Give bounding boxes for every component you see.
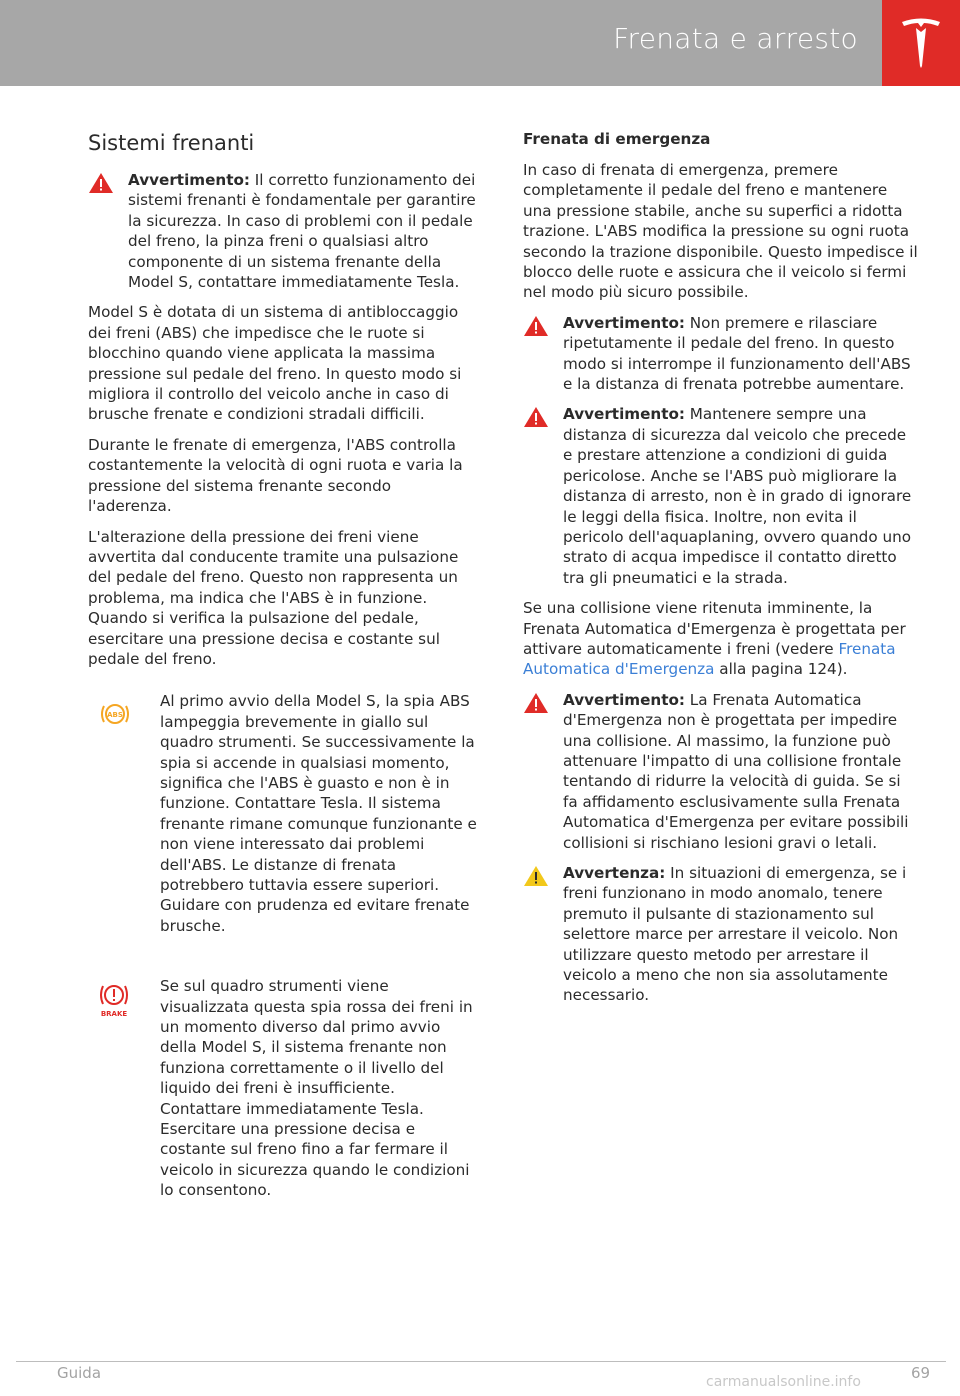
paragraph (523, 598, 919, 680)
left-column (88, 128, 478, 1201)
watermark: carmanualsonline.info (706, 1374, 861, 1390)
warning-triangle-icon (523, 406, 549, 428)
warning-label: Avvertimento: (128, 171, 250, 189)
warning-note (523, 690, 919, 853)
warning-text: Non premere e rilasciare ripetutamente il pedale del freno. In questo modo si interrompe il funzionamento dell'ABS e la distanza di frenata potrebbe aumentare. (563, 313, 911, 394)
caution-triangle-icon (523, 865, 549, 887)
warning-note (523, 313, 919, 395)
abs-warning-light-icon (100, 699, 130, 729)
abs-lamp-block (88, 691, 478, 936)
paragraph: Durante le frenate di emergenza, l'ABS controlla costantemente la velocità di ogni ruota e varia la pressione del sistema frenante secondo l'aderenza. (88, 435, 463, 516)
warning-text: Il corretto funzionamento dei sistemi frenanti è fondamentale per garantire la sicurezza. In caso di problemi con il pedale del freno, la pinza freni o qualsiasi altro componente di un sistema frenante della Model S, contattare immediatamente Tesla. (128, 171, 476, 292)
warning-label: Avvertimento: (563, 313, 685, 332)
paragraph-text: alla pagina 124). (714, 660, 848, 679)
paragraph: In caso di frenata di emergenza, premere completamente il pedale del freno e mantenere una pressione stabile, anche su superfici a ridotta trazione. L'ABS modifica la pressione su ogni ruota secondo la trazione disponibile. Questo impedisce il blocco delle ruote e assicura che il veicolo si fermi nel modo più sicuro possibile. (523, 161, 918, 302)
section-title: Sistemi frenanti (88, 131, 255, 155)
abs-icon-label: ABS (107, 711, 123, 720)
warning-label: Avvertimento: (563, 405, 685, 424)
caution-text: In situazioni di emergenza, se i freni funzionano in modo anomalo, tenere premuto il pulsante di stazionamento sul selettore marce per arrestare il veicolo. Non utilizzare questo metodo per arrestare il veicolo a meno che non sia assolutamente necessario. (563, 864, 907, 1005)
cross-reference-link[interactable]: Frenata Automatica d'Emergenza (523, 639, 896, 679)
footer-divider (16, 1361, 946, 1362)
page-number: 69 (911, 1364, 931, 1382)
page-header (0, 0, 882, 86)
brake-icon-label: BRAKE (100, 1010, 128, 1019)
tesla-logo (882, 0, 960, 86)
warning-triangle-icon (523, 692, 549, 714)
warning-triangle-icon (523, 315, 549, 337)
warning-label: Avvertimento: (563, 690, 685, 709)
warning-text: Mantenere sempre una distanza di sicurezza dal veicolo che precede e prestare attenzione a condizioni di guida pericolose. Anche se l'ABS può migliorare la distanza di arresto, non è in grado di ignorare le leggi della fisica. Inoltre, non evita il pericolo dell'aquaplaning, ovvero quando uno strato di acqua impedisce il contatto diretto tra gli pneumatici e la strada. (563, 405, 912, 587)
warning-note (523, 404, 919, 588)
abs-lamp-text: Al primo avvio della Model S, la spia ABS lampeggia brevemente in giallo sul quadro strumenti. Se successivamente la spia si accende in qualsiasi momento, significa che l'ABS è guasto e non è in funzione. Contattare Tesla. Il sistema frenante rimane comunque funzionante e non viene interessato dai problemi dell'ABS. Le distanze di frenata potrebbero tuttavia essere superiori. Guidare con prudenza ed evitare frenate brusche. (160, 692, 477, 935)
paragraph: L'alterazione della pressione dei freni viene avvertita dal conducente tramite una pulsazione del pedale del freno. Questo non rappresenta un problema, ma indica che l'ABS è in funzione. Quando si verifica la pulsazione del pedale, esercitare una pressione decisa e costante sul pedale del freno. (88, 527, 459, 668)
chapter-title: Frenata e arresto (613, 22, 858, 55)
warning-note (88, 170, 478, 292)
tesla-logo-icon (900, 16, 942, 70)
footer-section: Guida (57, 1364, 102, 1382)
brake-lamp-block (88, 976, 478, 1200)
brake-lamp-text: Se sul quadro strumenti viene visualizzata questa spia rossa dei freni in un momento diverso dal primo avvio della Model S, il sistema frenante non funziona correttamente o il livello del liquido dei freni è insufficiente. Contattare immediatamente Tesla. Esercitare una pressione decisa e costante sul freno fino a far fermare il veicolo in sicurezza quando le condizioni lo consentono. (160, 977, 473, 1200)
caution-note (523, 863, 919, 1006)
right-column (523, 128, 919, 1016)
paragraph-text: Se una collisione viene ritenuta imminente, la Frenata Automatica d'Emergenza è progettata per attivare automaticamente i freni (vedere (523, 599, 906, 658)
caution-label: Avvertenza: (563, 864, 666, 882)
paragraph: Model S è dotata di un sistema di antibloccaggio dei freni (ABS) che impedisce che le ruote si blocchino quando viene applicata la massima pressione sul pedale del freno. In questo modo si migliora il controllo del veicolo anche in caso di brusche frenate e condizioni stradali difficili. (88, 303, 462, 424)
brake-warning-light-icon (94, 980, 134, 1020)
warning-text: La Frenata Automatica d'Emergenza non è progettata per impedire una collisione. Al massimo, la funzione può attenuare l'impatto di una collisione frontale tentando di ridurre la velocità di guida. Se si fa affidamento esclusivamente sulla Frenata Automatica d'Emergenza per evitare possibili collisioni si rischiano lesioni gravi o letali. (563, 690, 909, 852)
subsection-title: Frenata di emergenza (523, 130, 711, 148)
warning-triangle-icon (88, 172, 114, 194)
